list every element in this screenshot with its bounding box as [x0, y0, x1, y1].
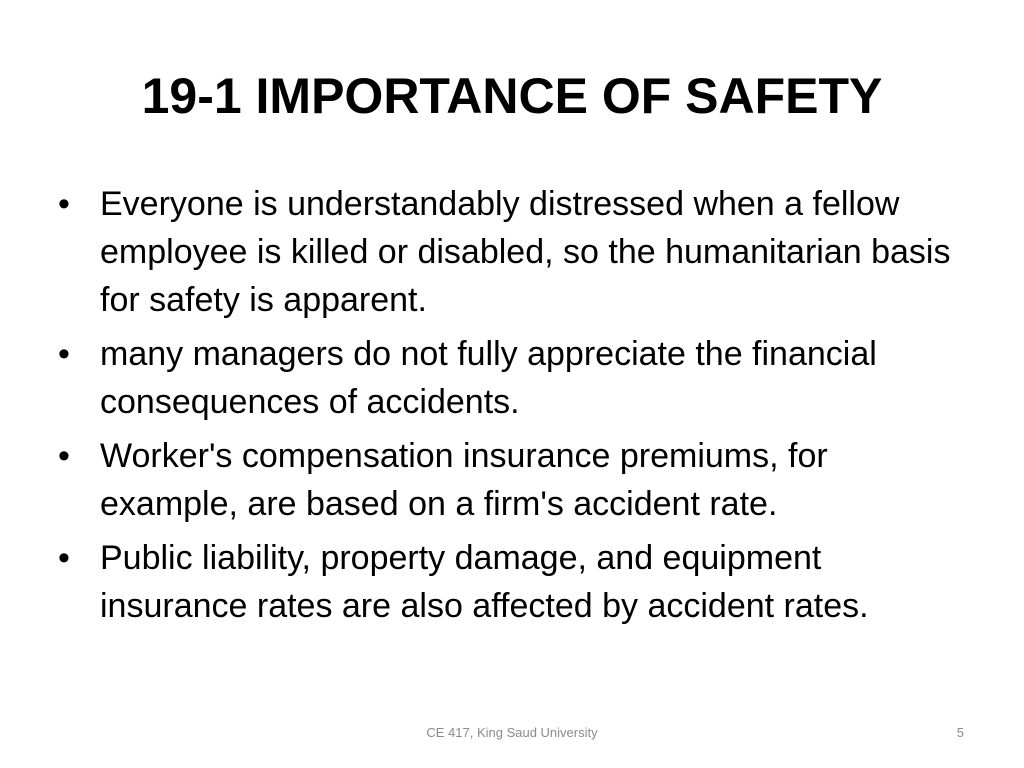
- bullet-text: Worker's compensation insurance premiums, for example, are based on a firm's accident rate.: [100, 437, 828, 523]
- page-number: 5: [956, 725, 964, 740]
- bullet-text: many managers do not fully appreciate the financial consequences of accidents.: [100, 335, 877, 421]
- footer-text: CE 417, King Saud University: [426, 725, 598, 740]
- bullet-text: Everyone is understandably distressed when a fellow employee is killed or disabled, so the humanitarian basis for safety is apparent.: [100, 185, 951, 319]
- slide-title: 19-1 IMPORTANCE OF SAFETY: [141, 68, 883, 124]
- bullet-item: [56, 432, 956, 528]
- bullet-icon: •: [58, 335, 70, 373]
- bullet-icon: •: [58, 437, 70, 475]
- bullet-list: [56, 180, 956, 636]
- bullet-item: [56, 534, 956, 630]
- bullet-icon: •: [58, 185, 70, 223]
- bullet-icon: •: [58, 539, 70, 577]
- bullet-item: [56, 330, 956, 426]
- bullet-text: Public liability, property damage, and equipment insurance rates are also affected by accident rates.: [100, 539, 869, 625]
- bullet-item: [56, 180, 956, 324]
